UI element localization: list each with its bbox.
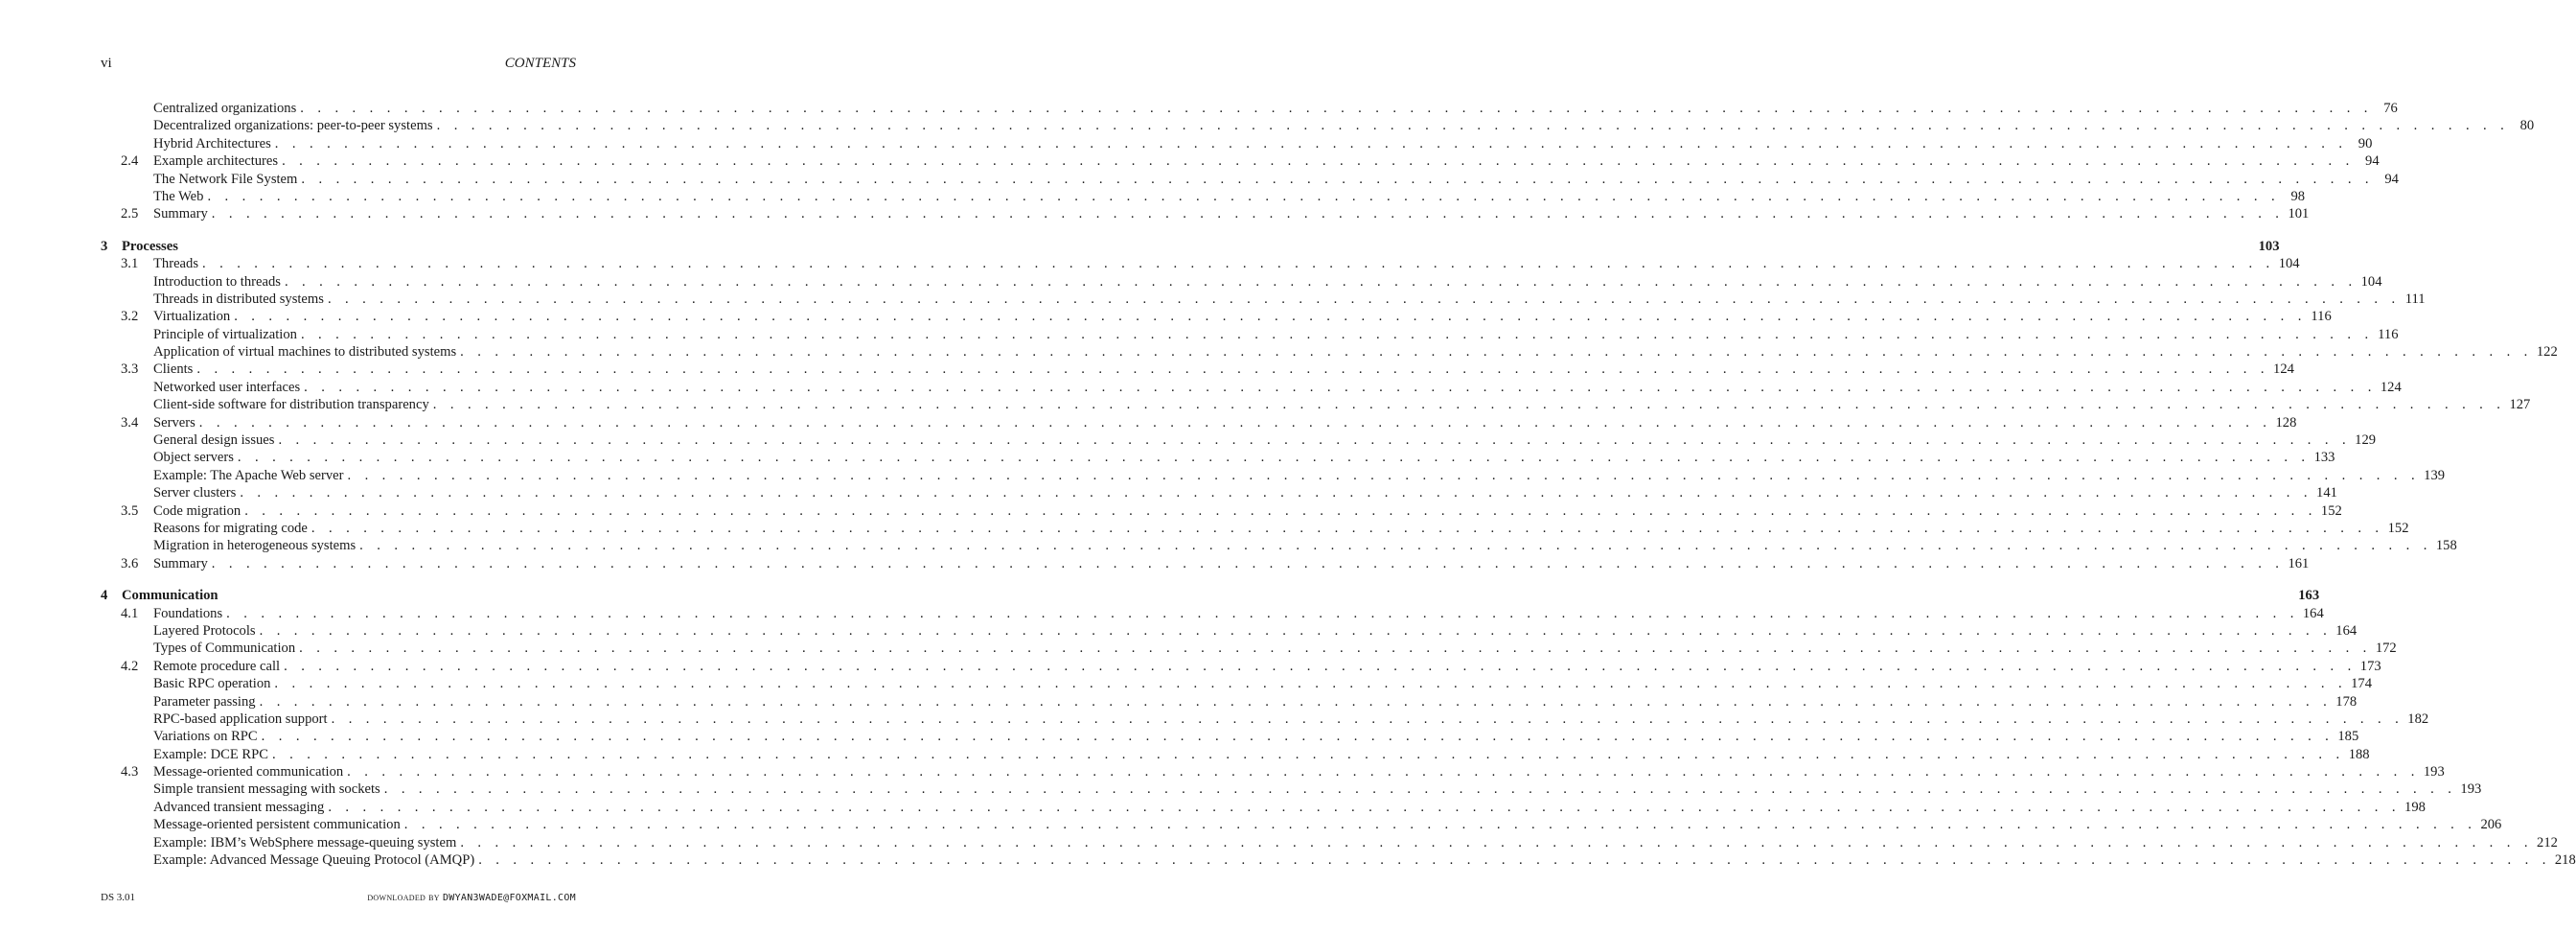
toc-section-row — [101, 763, 2445, 781]
dot-leader: . . . . . . . . . . . . . . . . . . . . . . . . . . . . . . . . . . . . . . . . . . . . . . . . . . . . . . . . . . . . . . . . . . . . . . . . . . . . . . . . . . . . . . . . . . . . . . . . . . . . . . . . . . . . . . . . . . . . . . . . — [327, 291, 2401, 307]
toc-entry-title: Migration in heterogeneous systems — [153, 538, 356, 554]
toc-entry-page: 163 — [2298, 588, 2320, 604]
toc-entry-page: 152 — [2387, 520, 2409, 536]
toc-entry-title: The Web — [153, 188, 204, 204]
toc-entry-page: 193 — [2460, 781, 2482, 798]
toc-entry — [153, 622, 2358, 640]
toc-entry — [153, 711, 2429, 728]
toc-entry-title: Layered Protocols — [153, 622, 256, 639]
toc-subsection-row — [101, 799, 2426, 816]
downloader-email: DWYAN3WADE@FOXMAIL.COM — [442, 893, 576, 903]
toc-entry-page: 104 — [2278, 256, 2300, 272]
toc-entry-title: Example: IBM’s WebSphere message-queuing system — [153, 834, 457, 850]
toc-entry — [153, 135, 2373, 152]
toc-entry-page: 127 — [2509, 397, 2531, 413]
toc-entry-page: 212 — [2537, 834, 2558, 850]
version-label: DS 3.01 — [101, 892, 136, 903]
toc-entry — [153, 781, 2482, 798]
dot-leader: . . . . . . . . . . . . . . . . . . . . . . . . . . . . . . . . . . . . . . . . . . . . . . . . . . . . . . . . . . . . . . . . . . . . . . . . . . . . . . . . . . . . . . . . . . . . . . . . . . . . . . . . . . . . . . . . . . . . . . . . — [261, 729, 2334, 745]
toc-subsection-row — [101, 100, 2398, 117]
toc-section-row — [101, 555, 2310, 572]
toc-entry-title: Foundations — [153, 605, 223, 621]
toc-entry-page: 80 — [2519, 118, 2535, 134]
toc-entry — [153, 414, 2297, 431]
toc-entry — [153, 763, 2445, 781]
toc-entry — [153, 291, 2426, 308]
toc-subsection-row — [101, 326, 2399, 343]
page-footer — [101, 892, 576, 907]
toc-entry-number: 2.5 — [121, 206, 139, 222]
toc-entry-page: 133 — [2313, 450, 2335, 466]
toc-entry-page: 103 — [2258, 238, 2280, 254]
table-of-contents — [101, 100, 2576, 869]
dot-leader: . . . . . . . . . . . . . . . . . . . . . . . . . . . . . . . . . . . . . . . . . . . . . . . . . . . . . . . . . . . . . . . . . . . . . . . . . . . . . . . . . . . . . . . . . . . . . . . . . . . . . . . . . . . . . . . . . . . . . . . . — [460, 834, 2533, 850]
toc-entry — [122, 238, 2280, 255]
toc-subsection-row — [101, 693, 2358, 711]
toc-entry-page: 174 — [2351, 676, 2372, 692]
dot-leader: . . . . . . . . . . . . . . . . . . . . . . . . . . . . . . . . . . . . . . . . . . . . . . . . . . . . . . . . . . . . . . . . . . . . . . . . . . . . . . . . . . . . . . . . . . . . . . . . . . . . . . . . . . . . . . . . . . . . . . . . — [207, 188, 2281, 204]
toc-entry — [153, 675, 2372, 692]
toc-entry — [153, 449, 2335, 466]
dot-leader: . . . . . . . . . . . . . . . . . . . . . . . . . . . . . . . . . . . . . . . . . . . . . . . . . . . . . . . . . . . . . . . . . . . . . . . . . . . . . . . . . . . . . . . . . . . . . . . . . . . . . . . . . . . . . . . . . . . . . . . . — [301, 171, 2374, 187]
toc-entry — [153, 379, 2402, 396]
toc-subsection-row — [101, 188, 2306, 205]
toc-entry — [153, 851, 2576, 869]
dot-leader: . . . . . . . . . . . . . . . . . . . . . . . . . . . . . . . . . . . . . . . . . . . . . . . . . . . . . . . . . . . . . . . . . . . . . . . . . . . . . . . . . . . . . . . . . . . . . . . . . . . . . . . . . . . . . . . . . . . . . . . . — [196, 361, 2269, 378]
toc-entry-page: 141 — [2316, 485, 2337, 501]
toc-subsection-row — [101, 291, 2426, 308]
toc-entry-page: 90 — [2358, 135, 2373, 151]
toc-entry-number: 4.3 — [121, 764, 139, 781]
toc-entry-page: 94 — [2384, 171, 2399, 187]
dot-leader: . . . . . . . . . . . . . . . . . . . . . . . . . . . . . . . . . . . . . . . . . . . . . . . . . . . . . . . . . . . . . . . . . . . . . . . . . . . . . . . . . . . . . . . . . . . . . . . . . . . . . . . . . . . . . . . . . . . . . . . . — [359, 538, 2432, 554]
dot-leader: . . . . . . . . . . . . . . . . . . . . . . . . . . . . . . . . . . . . . . . . . . . . . . . . . . . . . . . . . . . . . . . . . . . . . . . . . . . . . . . . . . . . . . . . . . . . . . . . . . . . . . . . . . . . . . . . . . . . . . . . — [284, 658, 2357, 674]
toc-entry-title: Centralized organizations — [153, 101, 297, 116]
toc-section-row — [101, 502, 2342, 520]
toc-section-row — [101, 205, 2310, 222]
toc-entry-number: 3.4 — [121, 414, 139, 431]
toc-subsection-row — [101, 711, 2429, 728]
toc-entry-number: 3.2 — [121, 309, 139, 325]
dot-leader: . . . . . . . . . . . . . . . . . . . . . . . . . . . . . . . . . . . . . . . . . . . . . . . . . . . . . . . . . . . . . . . . . . . . . . . . . . . . . . . . . . . . . . . . . . . . . . . . . . . . . . . . . . . . . . . . . . . . . . . . — [278, 432, 2352, 449]
toc-entry-page: 185 — [2337, 729, 2359, 745]
toc-entry-title: Object servers — [153, 450, 234, 466]
toc-entry-title: Communication — [122, 588, 218, 604]
toc-entry-title: Threads in distributed systems — [153, 291, 324, 307]
toc-entry-title: Clients — [153, 361, 194, 378]
toc-section-row — [101, 152, 2380, 170]
toc-entry-page: 111 — [2404, 291, 2426, 307]
toc-section-row — [101, 414, 2297, 431]
toc-entry-page: 116 — [2311, 309, 2332, 325]
toc-entry — [153, 396, 2531, 413]
toc-subsection-row — [101, 781, 2482, 798]
toc-entry-title: Servers — [153, 414, 196, 431]
toc-entry-page: 101 — [2288, 206, 2310, 222]
toc-entry-page: 193 — [2423, 764, 2445, 781]
toc-entry-title: Advanced transient messaging — [153, 799, 325, 815]
toc-subsection-row — [101, 343, 2558, 361]
dot-leader: . . . . . . . . . . . . . . . . . . . . . . . . . . . . . . . . . . . . . . . . . . . . . . . . . . . . . . . . . . . . . . . . . . . . . . . . . . . . . . . . . . . . . . . . . . . . . . . . . . . . . . . . . . . . . . . . . . . . . . . . — [284, 273, 2358, 290]
toc-section-row — [101, 658, 2381, 675]
toc-subsection-row — [101, 171, 2399, 188]
toc-entry-title: Types of Communication — [153, 641, 296, 657]
dot-leader: . . . . . . . . . . . . . . . . . . . . . . . . . . . . . . . . . . . . . . . . . . . . . . . . . . . . . . . . . . . . . . . . . . . . . . . . . . . . . . . . . . . . . . . . . . . . . . . . . . . . . . . . . . . . . . . . . . . . . . . . — [331, 711, 2404, 727]
toc-subsection-row — [101, 449, 2335, 466]
toc-entry-title: Decentralized organizations: peer-to-peer systems — [153, 118, 433, 134]
toc-entry — [153, 255, 2300, 272]
toc-entry-page: 198 — [2404, 799, 2426, 815]
dot-leader: . . . . . . . . . . . . . . . . . . . . . . . . . . . . . . . . . . . . . . . . . . . . . . . . . . . . . . . . . . . . . . . . . . . . . . . . . . . . . . . . . . . . . . . . . . . . . . . . . . . . . . . . . . . . . . . . . . . . . . . . — [202, 256, 2275, 272]
toc-entry-page: 178 — [2335, 693, 2358, 710]
toc-subsection-row — [101, 484, 2337, 501]
toc-entry-number: 3.1 — [121, 256, 139, 272]
running-title: CONTENTS — [504, 56, 576, 71]
toc-entry — [153, 117, 2535, 134]
toc-entry — [153, 171, 2399, 188]
toc-subsection-row — [101, 520, 2409, 537]
toc-chapter-row — [101, 587, 2320, 604]
toc-entry — [153, 431, 2377, 449]
toc-section-row — [101, 255, 2300, 272]
dot-leader: . . . . . . . . . . . . . . . . . . . . . . . . . . . . . . . . . . . . . . . . . . . . . . . . . . . . . . . . . . . . . . . . . . . . . . . . . . . . . . . . . . . . . . . . . . . . . . . . . . . . . . . . . . . . . . . . . . . . . . . . — [282, 153, 2355, 170]
page-number: vi — [101, 56, 112, 71]
dot-leader: . . . . . . . . . . . . . . . . . . . . . . . . . . . . . . . . . . . . . . . . . . . . . . . . . . . . . . . . . . . . . . . . . . . . . . . . . . . . . . . . . . . . . . . . . . . . . . . . . . . . . . . . . . . . . . . . . . . . . . . . — [198, 414, 2272, 431]
toc-entry-title: Virtualization — [153, 309, 231, 325]
toc-entry — [153, 555, 2310, 572]
dot-leader: . . . . . . . . . . . . . . . . . . . . . . . . . . . . . . . . . . . . . . . . . . . . . . . . . . . . . . . . . . . . . . . . . . . . . . . . . . . . . . . . . . . . . . . . . . . . . . . . . . . . . . . . . . . . . . . . . . . . . . . . — [259, 622, 2333, 639]
toc-entry — [153, 520, 2409, 537]
dot-leader: . . . . . . . . . . . . . . . . . . . . . . . . . . . . . . . . . . . . . . . . . . . . . . . . . . . . . . . . . . . . . . . . . . . . . . . . . . . . . . . . . . . . . . . . . . . . . . . . . . . . . . . . . . . . . . . . . . . . . . . . — [432, 397, 2506, 413]
toc-entry-page: 122 — [2536, 344, 2558, 361]
toc-entry-title: Example architectures — [153, 153, 279, 170]
toc-entry-title: Application of virtual machines to distributed systems — [153, 344, 457, 361]
toc-entry-number: 3.6 — [121, 555, 139, 571]
toc-entry-title: Example: The Apache Web server — [153, 467, 344, 483]
toc-entry-title: RPC-based application support — [153, 711, 328, 727]
toc-entry-title: Basic RPC operation — [153, 676, 271, 692]
toc-entry-page: 173 — [2359, 658, 2381, 674]
toc-subsection-row — [101, 396, 2531, 413]
toc-subsection-row — [101, 467, 2446, 484]
toc-entry-number: 3 — [101, 238, 108, 254]
toc-entry-title: Remote procedure call — [153, 658, 281, 674]
dot-leader: . . . . . . . . . . . . . . . . . . . . . . . . . . . . . . . . . . . . . . . . . . . . . . . . . . . . . . . . . . . . . . . . . . . . . . . . . . . . . . . . . . . . . . . . . . . . . . . . . . . . . . . . . . . . . . . . . . . . . . . . — [211, 206, 2285, 222]
toc-entry-page: 182 — [2407, 711, 2429, 727]
toc-entry-title: Principle of virtualization — [153, 326, 297, 342]
toc-entry — [122, 587, 2320, 604]
toc-entry-page: 76 — [2383, 101, 2398, 116]
toc-entry-title: Client-side software for distribution transparency — [153, 397, 429, 413]
dot-leader: . . . . . . . . . . . . . . . . . . . . . . . . . . . . . . . . . . . . . . . . . . . . . . . . . . . . . . . . . . . . . . . . . . . . . . . . . . . . . . . . . . . . . . . . . . . . . . . . . . . . . . . . . . . . . . . . . . . . . . . . — [274, 135, 2348, 151]
toc-entry-title: Processes — [122, 238, 178, 254]
toc-subsection-row — [101, 728, 2359, 745]
toc-entry-page: 128 — [2275, 414, 2297, 431]
dot-leader: . . . . . . . . . . . . . . . . . . . . . . . . . . . . . . . . . . . . . . . . . . . . . . . . . . . . . . . . . . . . . . . . . . . . . . . . . . . . . . . . . . . . . . . . . . . . . . . . . . . . . . . . . . . . . . . . . . . . . . . . — [478, 852, 2551, 869]
toc-entry — [153, 799, 2426, 816]
dot-leader: . . . . . . . . . . . . . . . . . . . . . . . . . . . . . . . . . . . . . . . . . . . . . . . . . . . . . . . . . . . . . . . . . . . . . . . . . . . . . . . . . . . . . . . . . . . . . . . . . . . . . . . . . . . . . . . . . . . . . . . . — [383, 781, 2457, 798]
toc-entry — [153, 308, 2332, 325]
toc-section-row — [101, 605, 2324, 622]
toc-subsection-row — [101, 379, 2402, 396]
page-header — [101, 56, 576, 75]
dot-leader: . . . . . . . . . . . . . . . . . . . . . . . . . . . . . . . . . . . . . . . . . . . . . . . . . . . . . . . . . . . . . . . . . . . . . . . . . . . . . . . . . . . . . . . . . . . . . . . . . . . . . . . . . . . . . . . . . . . . . . . . — [300, 326, 2374, 342]
toc-entry-page: 218 — [2554, 852, 2576, 869]
toc-entry-number: 3.5 — [121, 502, 139, 519]
toc-entry-title: Example: DCE RPC — [153, 746, 268, 762]
toc-entry — [153, 152, 2380, 170]
toc-entry — [153, 326, 2399, 343]
toc-entry-page: 104 — [2360, 273, 2382, 290]
toc-entry — [153, 343, 2558, 361]
dot-leader: . . . . . . . . . . . . . . . . . . . . . . . . . . . . . . . . . . . . . . . . . . . . . . . . . . . . . . . . . . . . . . . . . . . . . . . . . . . . . . . . . . . . . . . . . . . . . . . . . . . . . . . . . . . . . . . . . . . . . . . . — [226, 605, 2299, 621]
dot-leader: . . . . . . . . . . . . . . . . . . . . . . . . . . . . . . . . . . . . . . . . . . . . . . . . . . . . . . . . . . . . . . . . . . . . . . . . . . . . . . . . . . . . . . . . . . . . . . . . . . . . . . . . . . . . . . . . . . . . . . . . — [237, 450, 2311, 466]
toc-entry-page: 94 — [2365, 153, 2380, 170]
toc-entry — [153, 693, 2358, 711]
toc-entry-page: 98 — [2290, 188, 2306, 204]
toc-entry-page: 172 — [2375, 641, 2397, 657]
dot-leader: . . . . . . . . . . . . . . . . . . . . . . . . . . . . . . . . . . . . . . . . . . . . . . . . . . . . . . . . . . . . . . . . . . . . . . . . . . . . . . . . . . . . . . . . . . . . . . . . . . . . . . . . . . . . . . . . . . . . . . . . — [328, 799, 2401, 815]
downloaded-by-label: downloaded by — [367, 892, 440, 903]
toc-entry-title: General design issues — [153, 432, 275, 449]
toc-subsection-row — [101, 834, 2558, 851]
toc-entry-title: Introduction to threads — [153, 273, 281, 290]
toc-entry — [153, 834, 2558, 851]
dot-leader: . . . . . . . . . . . . . . . . . . . . . . . . . . . . . . . . . . . . . . . . . . . . . . . . . . . . . . . . . . . . . . . . . . . . . . . . . . . . . . . . . . . . . . . . . . . . . . . . . . . . . . . . . . . . . . . . . . . . . . . . — [403, 817, 2477, 833]
toc-chapter-row — [101, 238, 2280, 255]
toc-subsection-row — [101, 431, 2377, 449]
toc-entry — [153, 467, 2446, 484]
toc-entry — [153, 537, 2457, 554]
toc-entry — [153, 100, 2398, 117]
dot-leader: . . . . . . . . . . . . . . . . . . . . . . . . . . . . . . . . . . . . . . . . . . . . . . . . . . . . . . . . . . . . . . . . . . . . . . . . . . . . . . . . . . . . . . . . . . . . . . . . . . . . . . . . . . . . . . . . . . . . . . . . — [272, 746, 2345, 762]
dot-leader: . . . . . . . . . . . . . . . . . . . . . . . . . . . . . . . . . . . . . . . . . . . . . . . . . . . . . . . . . . . . . . . . . . . . . . . . . . . . . . . . . . . . . . . . . . . . . . . . . . . . . . . . . . . . . . . . . . . . . . . . — [300, 101, 2373, 116]
toc-subsection-row — [101, 851, 2576, 869]
toc-entry — [153, 273, 2382, 291]
toc-entry — [153, 188, 2306, 205]
toc-entry-page: 206 — [2480, 817, 2502, 833]
toc-entry-title: Parameter passing — [153, 693, 256, 710]
dot-leader: . . . . . . . . . . . . . . . . . . . . . . . . . . . . . . . . . . . . . . . . . . . . . . . . . . . . . . . . . . . . . . . . . . . . . . . . . . . . . . . . . . . . . . . . . . . . . . . . . . . . . . . . . . . . . . . . . . . . . . . . — [274, 676, 2347, 692]
download-notice — [367, 892, 576, 903]
toc-entry — [153, 484, 2337, 501]
toc-subsection-row — [101, 675, 2372, 692]
toc-entry-title: Message-oriented persistent communication — [153, 817, 401, 833]
toc-subsection-row — [101, 537, 2457, 554]
toc-entry-page: 129 — [2355, 432, 2377, 449]
toc-entry-title: The Network File System — [153, 171, 298, 187]
toc-entry-page: 116 — [2378, 326, 2399, 342]
toc-entry-number: 4.1 — [121, 605, 139, 621]
toc-entry-title: Simple transient messaging with sockets — [153, 781, 380, 798]
toc-entry — [153, 605, 2324, 622]
toc-entry-page: 161 — [2288, 555, 2310, 571]
dot-leader: . . . . . . . . . . . . . . . . . . . . . . . . . . . . . . . . . . . . . . . . . . . . . . . . . . . . . . . . . . . . . . . . . . . . . . . . . . . . . . . . . . . . . . . . . . . . . . . . . . . . . . . . . . . . . . . . . . . . . . . . — [310, 520, 2384, 536]
toc-entry — [153, 361, 2294, 378]
toc-entry-number: 4.2 — [121, 658, 139, 674]
toc-entry-page: 164 — [2335, 622, 2358, 639]
toc-entry-title: Threads — [153, 256, 199, 272]
toc-entry-title: Code migration — [153, 502, 242, 519]
toc-entry — [153, 816, 2502, 833]
dot-leader: . . . . . . . . . . . . . . . . . . . . . . . . . . . . . . . . . . . . . . . . . . . . . . . . . . . . . . . . . . . . . . . . . . . . . . . . . . . . . . . . . . . . . . . . . . . . . . . . . . . . . . . . . . . . . . . . . . . . . . . . — [347, 764, 2420, 781]
toc-entry-title: Example: Advanced Message Queuing Protocol (AMQP) — [153, 852, 475, 869]
toc-entry-number: 4 — [101, 588, 108, 604]
toc-subsection-row — [101, 273, 2382, 291]
toc-entry-number: 2.4 — [121, 153, 139, 170]
toc-subsection-row — [101, 816, 2502, 833]
toc-entry-page: 124 — [2273, 361, 2294, 378]
toc-entry-title: Hybrid Architectures — [153, 135, 271, 151]
toc-entry-title: Variations on RPC — [153, 729, 258, 745]
dot-leader: . . . . . . . . . . . . . . . . . . . . . . . . . . . . . . . . . . . . . . . . . . . . . . . . . . . . . . . . . . . . . . . . . . . . . . . . . . . . . . . . . . . . . . . . . . . . . . . . . . . . . . . . . . . . . . . . . . . . . . . . — [259, 693, 2333, 710]
dot-leader: . . . . . . . . . . . . . . . . . . . . . . . . . . . . . . . . . . . . . . . . . . . . . . . . . . . . . . . . . . . . . . . . . . . . . . . . . . . . . . . . . . . . . . . . . . . . . . . . . . . . . . . . . . . . . . . . . . . . . . . . — [211, 555, 2285, 571]
dot-leader: . . . . . . . . . . . . . . . . . . . . . . . . . . . . . . . . . . . . . . . . . . . . . . . . . . . . . . . . . . . . . . . . . . . . . . . . . . . . . . . . . . . . . . . . . . . . . . . . . . . . . . . . . . . . . . . . . . . . . . . . — [240, 485, 2312, 501]
toc-section-row — [101, 308, 2332, 325]
toc-subsection-row — [101, 640, 2397, 657]
toc-entry-page: 139 — [2424, 467, 2446, 483]
toc-entry — [153, 658, 2381, 675]
toc-entry — [153, 728, 2359, 745]
toc-entry — [153, 502, 2342, 520]
dot-leader: . . . . . . . . . . . . . . . . . . . . . . . . . . . . . . . . . . . . . . . . . . . . . . . . . . . . . . . . . . . . . . . . . . . . . . . . . . . . . . . . . . . . . . . . . . . . . . . . . . . . . . . . . . . . . . . . . . . . . . . . — [460, 344, 2533, 361]
toc-subsection-row — [101, 622, 2358, 640]
toc-section-row — [101, 361, 2294, 378]
dot-leader: . . . . . . . . . . . . . . . . . . . . . . . . . . . . . . . . . . . . . . . . . . . . . . . . . . . . . . . . . . . . . . . . . . . . . . . . . . . . . . . . . . . . . . . . . . . . . . . . . . . . . . . . . . . . . . . . . . . . . . . . — [304, 379, 2377, 395]
toc-entry-title: Message-oriented communication — [153, 764, 344, 781]
toc-entry-number: 3.3 — [121, 361, 139, 378]
dot-leader: . . . . . . . . . . . . . . . . . . . . . . . . . . . . . . . . . . . . . . . . . . . . . . . . . . . . . . . . . . . . . . . . . . . . . . . . . . . . . . . . . . . . . . . . . . . . . . . . . . . . . . . . . . . . . . . . . . . . . . . . — [347, 467, 2421, 483]
toc-entry-title: Summary — [153, 206, 208, 222]
toc-subsection-row — [101, 135, 2373, 152]
toc-entry-page: 188 — [2348, 746, 2370, 762]
toc-entry-page: 158 — [2435, 538, 2457, 554]
toc-entry-title: Server clusters — [153, 485, 237, 501]
toc-entry-title: Reasons for migrating code — [153, 520, 308, 536]
toc-entry — [153, 205, 2310, 222]
toc-entry-title: Networked user interfaces — [153, 379, 301, 395]
toc-subsection-row — [101, 117, 2535, 134]
toc-entry-page: 152 — [2320, 502, 2342, 519]
dot-leader: . . . . . . . . . . . . . . . . . . . . . . . . . . . . . . . . . . . . . . . . . . . . . . . . . . . . . . . . . . . . . . . . . . . . . . . . . . . . . . . . . . . . . . . . . . . . . . . . . . . . . . . . . . . . . . . . . . . . . . . . — [436, 118, 2510, 134]
toc-entry-page: 164 — [2302, 605, 2324, 621]
toc-subsection-row — [101, 746, 2370, 763]
dot-leader: . . . . . . . . . . . . . . . . . . . . . . . . . . . . . . . . . . . . . . . . . . . . . . . . . . . . . . . . . . . . . . . . . . . . . . . . . . . . . . . . . . . . . . . . . . . . . . . . . . . . . . . . . . . . . . . . . . . . . . . . — [244, 502, 2317, 519]
toc-entry — [153, 746, 2370, 763]
toc-entry-page: 124 — [2380, 379, 2402, 395]
dot-leader: . . . . . . . . . . . . . . . . . . . . . . . . . . . . . . . . . . . . . . . . . . . . . . . . . . . . . . . . . . . . . . . . . . . . . . . . . . . . . . . . . . . . . . . . . . . . . . . . . . . . . . . . . . . . . . . . . . . . . . . . — [299, 641, 2372, 657]
dot-leader: . . . . . . . . . . . . . . . . . . . . . . . . . . . . . . . . . . . . . . . . . . . . . . . . . . . . . . . . . . . . . . . . . . . . . . . . . . . . . . . . . . . . . . . . . . . . . . . . . . . . . . . . . . . . . . . . . . . . . . . . — [234, 309, 2307, 325]
toc-entry-title: Summary — [153, 555, 208, 571]
toc-entry — [153, 640, 2397, 657]
